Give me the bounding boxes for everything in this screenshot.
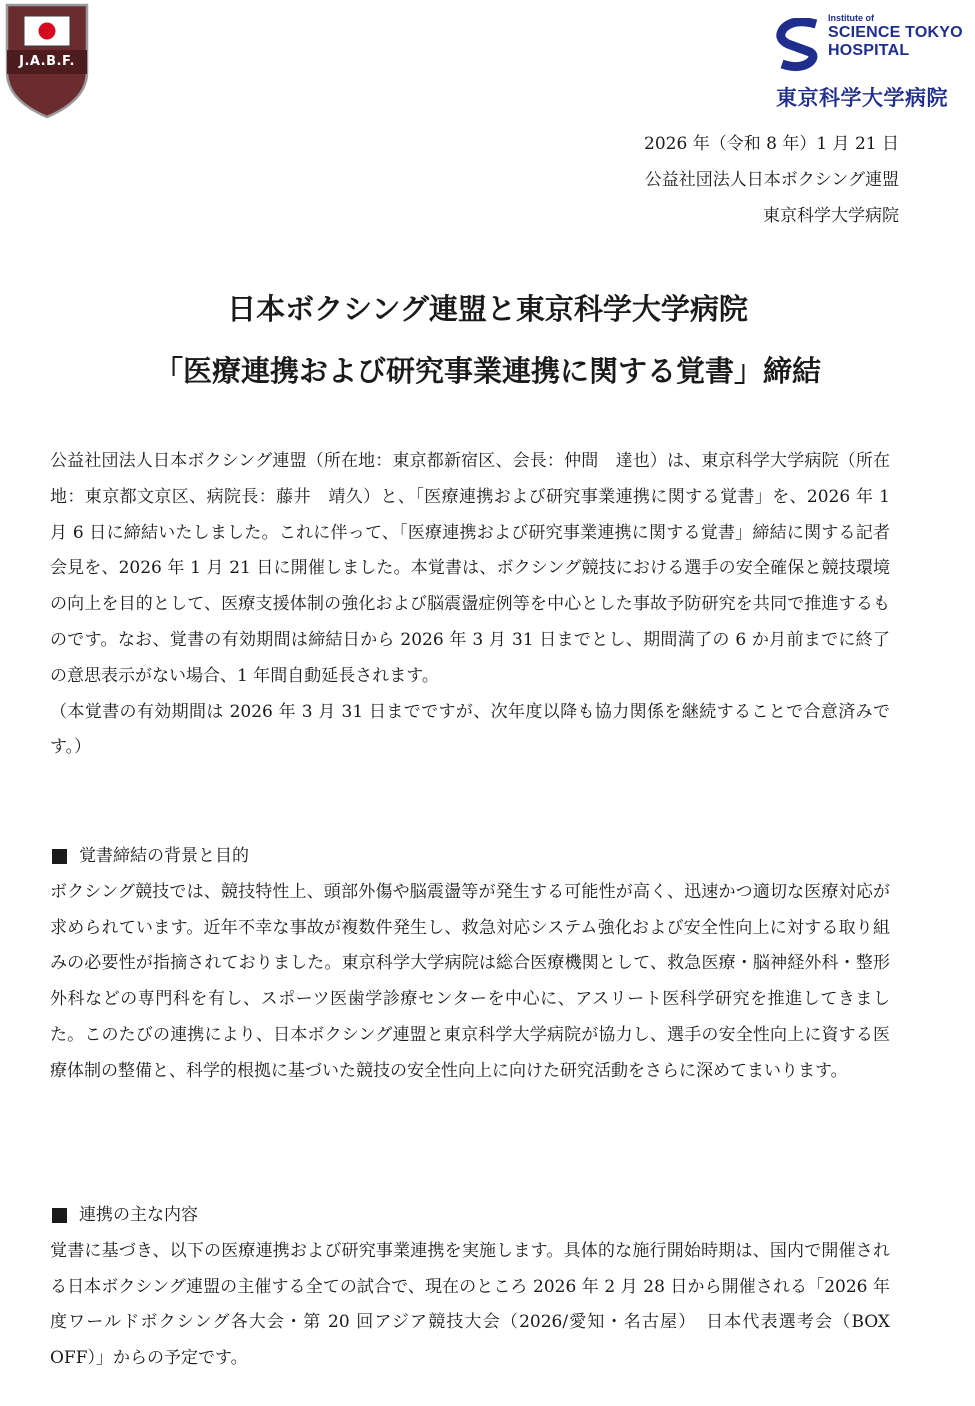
- intro-section: [50, 444, 890, 766]
- headline-line1: 日本ボクシング連盟と東京科学大学病院: [227, 292, 748, 326]
- intro-paragraph: 公益社団法人日本ボクシング連盟（所在地：東京都新宿区、会長：仲間 達也）は、東京科学大学病院（所在地：東京都文京区、病院長：藤井 靖久）と、「医療連携および研究事業連携に関する覚書」を、2026 年 1 月 6 日に締結いたしました。これに伴って、「医療連携および研究事業連携に関する覚書」締結に関する記者会見を、2026 年 1 月 21 日に開催しました。本覚書は、ボクシング競技における選手の安全確保と競技環境の向上を目的として、医療支援体制の強化および脳震盪症例等を中心とした事故予防研究を共同で推進するものです。なお、覚書の有効期間は締結日から 2026 年 3 月 31 日までとし、期間満了の 6 か月前までに終了の意思表示がない場合、1 年間自動延長されます。: [50, 451, 890, 686]
- background-body: ボクシング競技では、競技特性上、頭部外傷や脳震盪等が発生する可能性が高く、迅速かつ適切な医療対応が求められています。近年不幸な事故が複数件発生し、救急対応システム強化および安全性向上に対する取り組みの必要性が指摘されておりました。東京科学大学病院は総合医療機関として、救急医療・脳神経外科・整形外科などの専門科を有し、スポーツ医歯学診療センターを中心に、アスリート医科学研究を推進してきました。このたびの連携により、日本ボクシング連盟と東京科学大学病院が協力し、選手の安全性向上に資する医療体制の整備と、科学的根拠に基づいた競技の安全性向上に向けた研究活動をさらに深めてまいります。: [50, 881, 890, 1081]
- contents-section: [50, 1198, 890, 1377]
- crest-abbreviation: J.A.B.F.: [19, 54, 75, 69]
- hospital-institute-label: Institute of: [828, 13, 874, 23]
- issuer-hospital: 東京科学大学病院: [763, 206, 899, 226]
- release-date: 2026 年（令和 8 年）1 月 21 日: [644, 134, 899, 154]
- contents-body: 覚書に基づき、以下の医療連携および研究事業連携を実施します。具体的な施行開始時期は、国内で開催される日本ボクシング連盟の主催する全ての試合で、現在のところ 2026 年 2 月 28 日から開催される「2026 年度ワールドボクシング各大会・第 20 回アジア競技大会（2026/愛知・名古屋） 日本代表選考会（BOX OFF）」からの予定です。: [50, 1240, 890, 1369]
- contents-heading-text: 連携の主な内容: [79, 1205, 198, 1225]
- hospital-s-mark-icon: [776, 18, 822, 76]
- background-heading-text: 覚書締結の背景と目的: [79, 846, 249, 866]
- hospital-logo: [776, 14, 966, 110]
- issuer-federation: 公益社団法人日本ボクシング連盟: [644, 170, 899, 190]
- hospital-english-name: [828, 14, 963, 61]
- hospital-name-line2: HOSPITAL: [828, 42, 910, 59]
- hospital-name-line1: SCIENCE TOKYO: [828, 24, 963, 41]
- headline-line2: 「医療連携および研究事業連携に関する覚書」締結: [153, 354, 821, 388]
- hospital-japanese-name: 東京科学大学病院: [776, 86, 948, 110]
- document-headline: [0, 278, 975, 402]
- jabf-crest-logo: [4, 2, 90, 120]
- intro-note: （本覚書の有効期間は 2026 年 3 月 31 日までですが、次年度以降も協力関係を継続することで合意済みです。）: [50, 701, 890, 758]
- background-heading: [50, 839, 890, 875]
- contents-heading: [50, 1198, 890, 1234]
- background-section: [50, 839, 890, 1090]
- black-square-icon: [52, 849, 67, 864]
- black-square-icon: [52, 1208, 67, 1223]
- issuer-block: [644, 126, 899, 234]
